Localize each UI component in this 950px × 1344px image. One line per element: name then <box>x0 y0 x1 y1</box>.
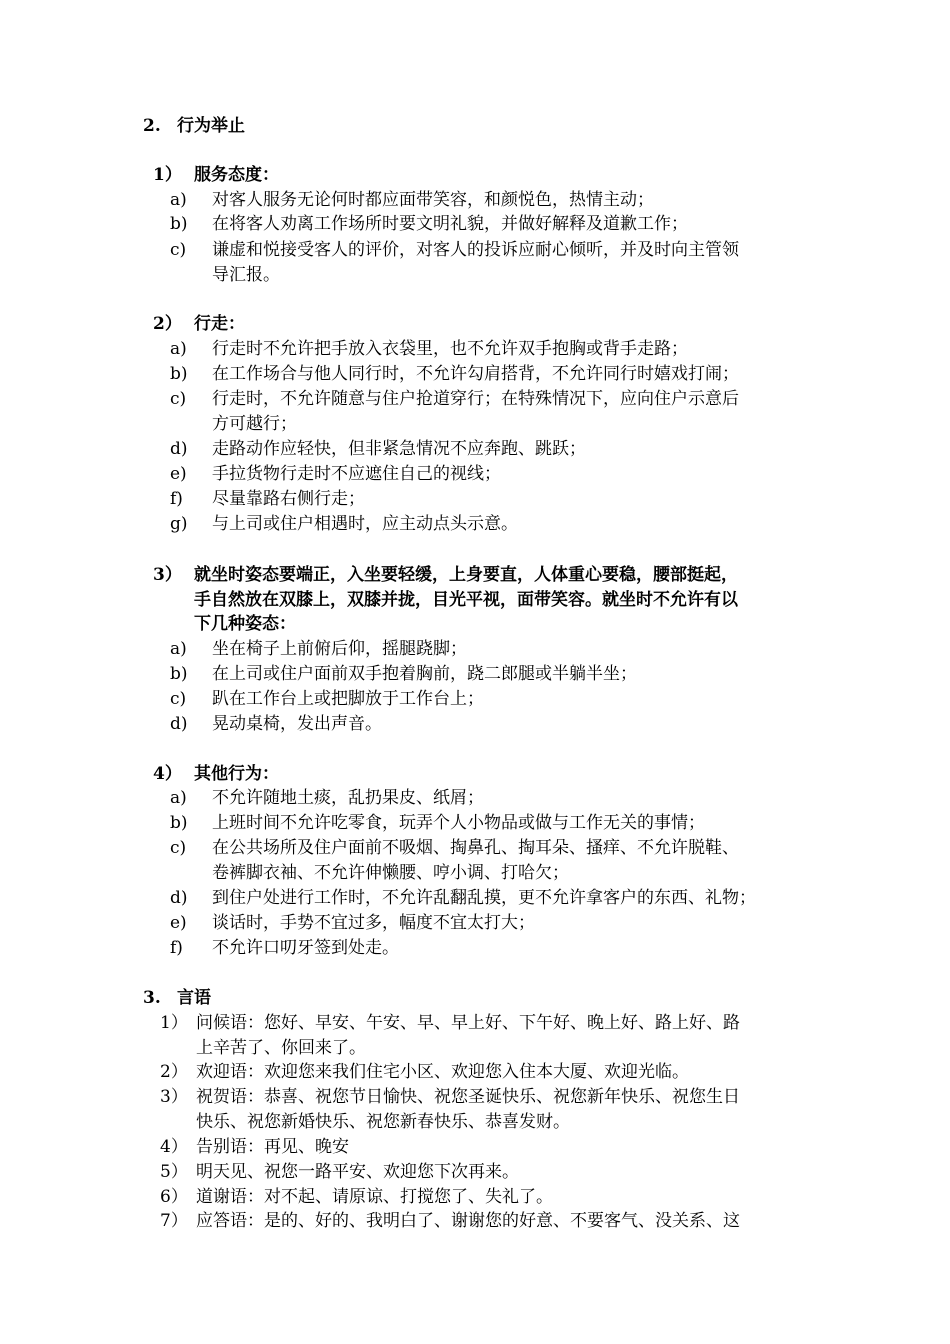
subsection-title: 其他行为： <box>194 764 279 784</box>
list-item-text: 不允许口叨牙签到处走。 <box>212 938 399 958</box>
list-item-text: 卷裤脚衣袖、不允许伸懒腰、哼小调、打哈欠； <box>212 863 569 883</box>
list-item-text: 手拉货物行走时不应遮住自己的视线； <box>212 464 501 484</box>
section-number: 3. <box>143 988 161 1008</box>
list-item-text: 明天见、祝您一路平安、欢迎您下次再来。 <box>196 1162 519 1182</box>
subsection-title: 行走： <box>194 314 245 334</box>
subsection-number: 1） <box>153 165 182 185</box>
list-marker: a) <box>170 788 187 808</box>
list-marker: c) <box>170 240 187 260</box>
list-marker: e) <box>170 464 187 484</box>
list-item-text: 应答语：是的、好的、我明白了、谢谢您的好意、不要客气、没关系、这 <box>196 1211 740 1231</box>
list-item-text: 晃动桌椅，发出声音。 <box>212 714 382 734</box>
subsection-number: 2） <box>153 314 182 334</box>
subsection-number: 3） <box>153 565 182 585</box>
subsection-heading <box>153 163 279 187</box>
list-item-text: 行走时，不允许随意与住户抢道穿行；在特殊情况下，应向住户示意后 <box>212 389 739 409</box>
section-heading <box>143 986 211 1010</box>
list-marker: c) <box>170 838 187 858</box>
list-item-text: 不允许随地土痰，乱扔果皮、纸屑； <box>212 788 484 808</box>
list-marker: 1） <box>160 1013 188 1033</box>
list-item-text: 欢迎语：欢迎您来我们住宅小区、欢迎您入住本大厦、欢迎光临。 <box>196 1062 689 1082</box>
list-marker: c) <box>170 689 187 709</box>
list-marker: g) <box>170 514 188 534</box>
list-marker: f) <box>170 938 183 958</box>
list-marker: c) <box>170 389 187 409</box>
list-marker: e) <box>170 913 187 933</box>
list-item-text: 趴在工作台上或把脚放于工作台上； <box>212 689 484 709</box>
subsection-title-line: 手自然放在双膝上，双膝并拢，目光平视，面带笑容。就坐时不允许有以 <box>194 590 738 610</box>
list-item-text: 方可越行； <box>212 414 297 434</box>
list-item-text: 导汇报。 <box>212 265 280 285</box>
list-marker: b) <box>170 214 188 234</box>
list-marker: d) <box>170 714 188 734</box>
list-item-text: 在上司或住户面前双手抱着胸前，跷二郎腿或半躺半坐； <box>212 664 637 684</box>
subsection-number: 4） <box>153 764 182 784</box>
section-number: 2. <box>143 116 161 136</box>
section-title: 言语 <box>177 988 211 1008</box>
list-item-text: 在公共场所及住户面前不吸烟、掏鼻孔、掏耳朵、搔痒、不允许脱鞋、 <box>212 838 739 858</box>
subsection-heading <box>153 312 245 336</box>
list-marker: a) <box>170 190 187 210</box>
list-item-text: 在将客人劝离工作场所时要文明礼貌，并做好解释及道歉工作； <box>212 214 688 234</box>
list-marker: 2） <box>160 1062 188 1082</box>
list-marker: 4） <box>160 1137 188 1157</box>
list-item-text: 祝贺语：恭喜、祝您节日愉快、祝您圣诞快乐、祝您新年快乐、祝您生日 <box>196 1087 740 1107</box>
list-item-text: 谈话时，手势不宜过多，幅度不宜太打大； <box>212 913 535 933</box>
list-marker: 7） <box>160 1211 188 1231</box>
list-item-text: 行走时不允许把手放入衣袋里，也不允许双手抱胸或背手走路； <box>212 339 688 359</box>
list-marker: 6） <box>160 1187 188 1207</box>
list-marker: d) <box>170 888 188 908</box>
subsection-title-line: 下几种姿态： <box>194 614 296 634</box>
list-item-text: 走路动作应轻快，但非紧急情况不应奔跑、跳跃； <box>212 439 586 459</box>
list-marker: a) <box>170 339 187 359</box>
section-heading <box>143 114 245 138</box>
list-item-text: 道谢语：对不起、请原谅、打搅您了、失礼了。 <box>196 1187 553 1207</box>
list-marker: b) <box>170 664 188 684</box>
list-marker: b) <box>170 813 188 833</box>
list-item-text: 与上司或住户相遇时，应主动点头示意。 <box>212 514 518 534</box>
list-marker: b) <box>170 364 188 384</box>
subsection-title: 服务态度： <box>194 165 279 185</box>
list-item-text: 问候语：您好、早安、午安、早、早上好、下午好、晚上好、路上好、路 <box>196 1013 740 1033</box>
list-item-text: 谦虚和悦接受客人的评价，对客人的投诉应耐心倾听，并及时向主管领 <box>212 240 739 260</box>
list-marker: a) <box>170 639 187 659</box>
subsection-title-line: 就坐时姿态要端正，入坐要轻缓，上身要直，人体重心要稳，腰部挺起， <box>194 565 738 585</box>
list-marker: 5） <box>160 1162 188 1182</box>
subsection-heading <box>153 762 279 786</box>
list-marker: f) <box>170 489 183 509</box>
list-item-text: 尽量靠路右侧行走； <box>212 489 365 509</box>
list-item-text: 告别语：再见、晚安 <box>196 1137 349 1157</box>
list-item-text: 到住户处进行工作时，不允许乱翻乱摸，更不允许拿客户的东西、礼物； <box>212 888 756 908</box>
section-title: 行为举止 <box>177 116 245 136</box>
list-marker: 3） <box>160 1087 188 1107</box>
list-item-text: 快乐、祝您新婚快乐、祝您新春快乐、恭喜发财。 <box>196 1112 570 1132</box>
list-item-text: 坐在椅子上前俯后仰，摇腿跷脚； <box>212 639 467 659</box>
list-marker: d) <box>170 439 188 459</box>
list-item-text: 在工作场合与他人同行时，不允许勾肩搭背，不允许同行时嬉戏打闹； <box>212 364 739 384</box>
list-item-text: 上班时间不允许吃零食，玩弄个人小物品或做与工作无关的事情； <box>212 813 705 833</box>
list-item-text: 对客人服务无论何时都应面带笑容，和颜悦色，热情主动； <box>212 190 654 210</box>
list-item-text: 上辛苦了、你回来了。 <box>196 1038 366 1058</box>
